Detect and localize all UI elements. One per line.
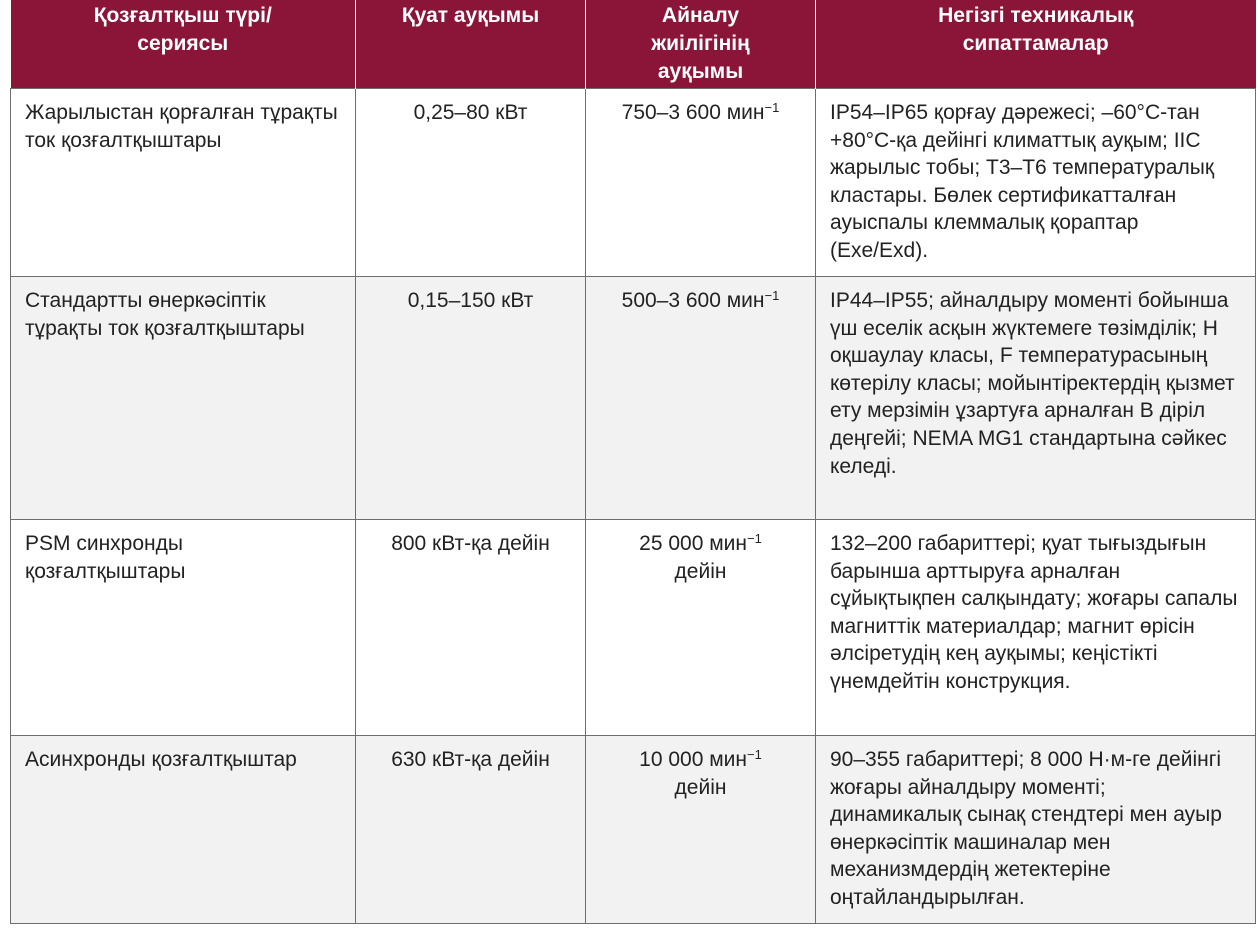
speed-value: 25 000 мин	[639, 532, 747, 555]
motor-spec-table-container	[10, 0, 1255, 924]
cell-power-range: 0,25–80 кВт	[356, 89, 586, 277]
table-row	[11, 89, 1256, 277]
cell-key-specs: 132–200 габариттері; қуат тығыздығын барынша арттыруға арналған сұйықтықпен салқындату; жоғары сапалы магниттік материалдар; магнит өрісін әлсіретудің кең ауқымы; кеңістікті үнемдейтін конструкция.	[816, 520, 1256, 736]
speed-suffix: дейін	[674, 559, 727, 583]
speed-suffix: дейін	[674, 775, 727, 799]
speed-value: 500–3 600 мин	[621, 289, 765, 312]
header-motor-type: Қозғалтқыш түрі/сериясы	[11, 0, 356, 89]
cell-power-range: 0,15–150 кВт	[356, 277, 586, 520]
speed-unit-exponent: −1	[764, 288, 780, 303]
speed-unit-exponent: −1	[764, 100, 780, 115]
cell-motor-type: Жарылыстан қорғалған тұрақты ток қозғалтқыштары	[11, 89, 356, 277]
cell-speed-range	[586, 89, 816, 277]
cell-speed-range	[586, 520, 816, 736]
header-key-specs: Негізгі техникалық сипаттамалар	[816, 0, 1256, 89]
cell-key-specs: IP54–IP65 қорғау дәрежесі; –60°C-тан +80°C-қа дейінгі климаттық ауқым; IIC жарылыс тобы; T3–T6 температуралық кластары. Бөлек сертификатталған ауыспалы клеммалық қораптар (Exe/Exd).	[816, 89, 1256, 277]
speed-value: 750–3 600 мин	[621, 101, 765, 124]
cell-power-range: 800 кВт-қа дейін	[356, 520, 586, 736]
cell-key-specs: 90–355 габариттері; 8 000 Н·м-ге дейінгі жоғары айналдыру моменті; динамикалық сынақ стендтері мен ауыр өнеркәсіптік машиналар мен механизмдердің жетектеріне оңтайландырылған.	[816, 736, 1256, 924]
speed-value: 10 000 мин	[639, 748, 747, 771]
header-power-range: Қуат ауқымы	[356, 0, 586, 89]
cell-speed-range	[586, 736, 816, 924]
cell-key-specs: IP44–IP55; айналдыру моменті бойынша үш еселік асқын жүктемеге төзімділік; H оқшаулау класы, F температурасының көтерілу класы; мойынтіректердің қызмет ету мерзімін ұзартуға арналған B діріл деңгейі; NEMA MG1 стандартына сәйкес келеді.	[816, 277, 1256, 520]
cell-power-range: 630 кВт-қа дейін	[356, 736, 586, 924]
speed-unit-exponent: −1	[747, 747, 762, 762]
table-row	[11, 520, 1256, 736]
cell-motor-type: Асинхронды қозғалтқыштар	[11, 736, 356, 924]
table-row	[11, 736, 1256, 924]
table-row	[11, 277, 1256, 520]
speed-unit-exponent: −1	[747, 531, 762, 546]
table-header-row	[11, 0, 1256, 89]
cell-speed-range	[586, 277, 816, 520]
cell-motor-type: Стандартты өнеркәсіптік тұрақты ток қозғалтқыштары	[11, 277, 356, 520]
motor-spec-table	[10, 0, 1256, 924]
header-speed-range: Айналу жиілігінің ауқымы	[586, 0, 816, 89]
cell-motor-type: PSM синхронды қозғалтқыштары	[11, 520, 356, 736]
